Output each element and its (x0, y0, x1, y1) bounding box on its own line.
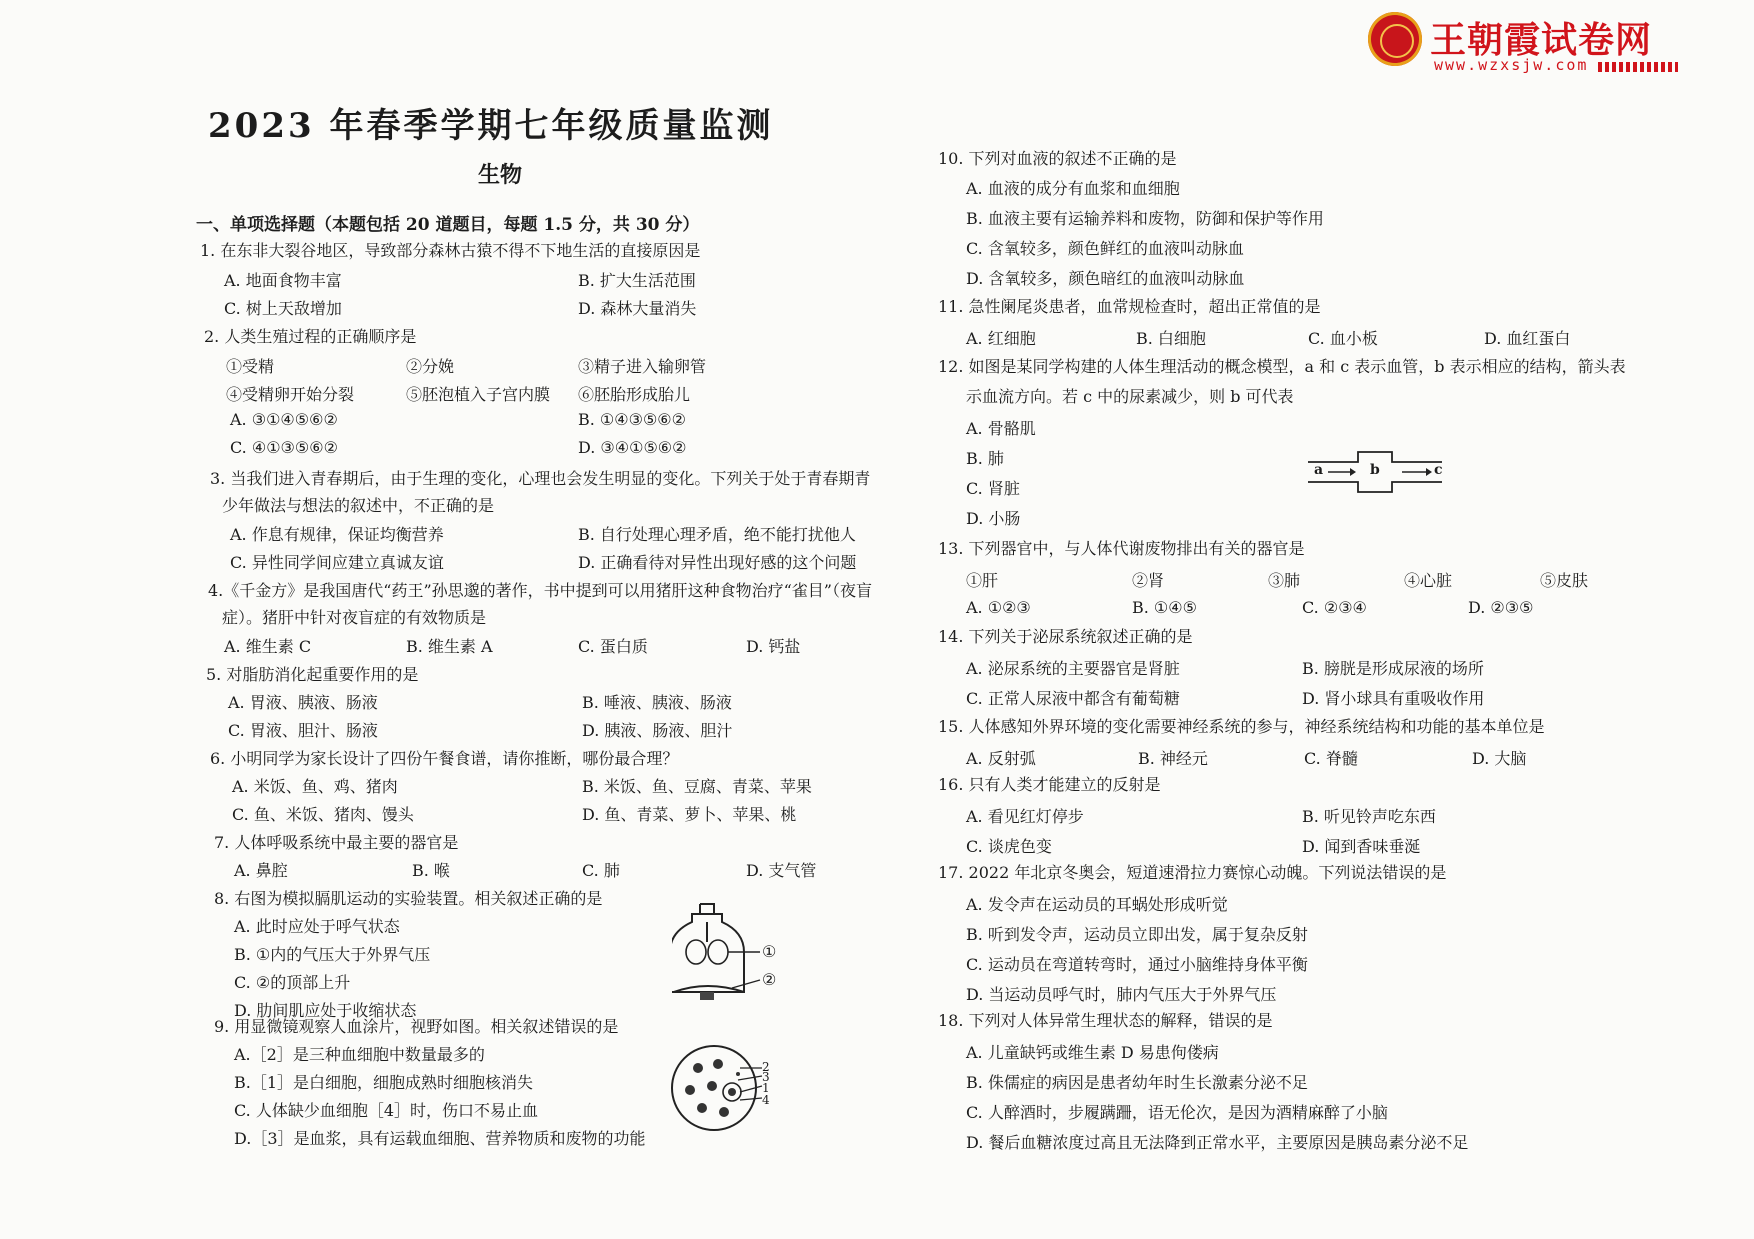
model-label-a: a (1314, 462, 1324, 478)
question-18-option-b: B. 侏儒症的病因是患者幼年时生长激素分泌不足 (966, 1073, 1308, 1092)
question-13-option-a: A. ①②③ (966, 598, 1031, 617)
question-10-option-d: D. 含氧较多，颜色暗红的血液叫动脉血 (966, 269, 1245, 288)
question-16-option-c: C. 谈虎色变 (966, 837, 1052, 856)
question-18-option-a: A. 儿童缺钙或维生素 D 易患佝偻病 (966, 1043, 1219, 1062)
question-13-option-d: D. ②③⑤ (1468, 598, 1534, 617)
question-2-item-2: ②分娩 (406, 357, 455, 376)
question-8-option-a: A. 此时应处于呼气状态 (234, 917, 400, 936)
question-1-option-d: D. 森林大量消失 (578, 299, 697, 318)
question-9-stem: 9. 用显微镜观察人血涂片，视野如图。相关叙述错误的是 (214, 1017, 619, 1036)
question-2-option-d: D. ③④①⑤⑥② (578, 438, 687, 457)
subject-title: 生物 (478, 162, 523, 188)
question-13-item-2: ②肾 (1132, 571, 1165, 590)
question-12-option-d: D. 小肠 (966, 509, 1021, 528)
question-11-stem: 11. 急性阑尾炎患者，血常规检查时，超出正常值的是 (938, 297, 1321, 316)
smear-label-1: 1 (762, 1081, 770, 1095)
question-6-stem: 6. 小明同学为家长设计了四份午餐食谱，请你推断，哪份最合理？ (210, 749, 679, 768)
question-2-option-a: A. ③①④⑤⑥② (230, 410, 338, 429)
logo-stripes (1598, 62, 1678, 72)
logo-brand: 王朝霞试卷网 (1430, 20, 1653, 61)
question-10-option-a: A. 血液的成分有血浆和血细胞 (966, 179, 1180, 198)
question-14-option-c: C. 正常人尿液中都含有葡萄糖 (966, 689, 1180, 708)
question-18-stem: 18. 下列对人体异常生理状态的解释，错误的是 (938, 1011, 1273, 1030)
question-16-option-d: D. 闻到香味垂涎 (1302, 837, 1421, 856)
question-3-stem-line1: 3. 当我们进入青春期后，由于生理的变化，心理也会发生明显的变化。下列关于处于青春期青 (210, 469, 871, 488)
question-17-stem: 17. 2022 年北京冬奥会，短道速滑拉力赛惊心动魄。下列说法错误的是 (938, 863, 1447, 882)
question-4-option-c: C. 蛋白质 (578, 637, 648, 656)
question-15-option-c: C. 脊髓 (1304, 749, 1358, 768)
question-17-option-c: C. 运动员在弯道转弯时，通过小脑维持身体平衡 (966, 955, 1308, 974)
question-12-option-b: B. 肺 (966, 449, 1004, 468)
question-8-option-c: C. ②的顶部上升 (234, 973, 351, 992)
question-15-stem: 15. 人体感知外界环境的变化需要神经系统的参与，神经系统结构和功能的基本单位是 (938, 717, 1545, 736)
question-12-stem-line1: 12. 如图是某同学构建的人体生理活动的概念模型，a 和 c 表示血管，b 表示相应的结构，箭头表 (938, 357, 1626, 376)
question-13-item-5: ⑤皮肤 (1540, 571, 1589, 590)
question-5-stem: 5. 对脂肪消化起重要作用的是 (206, 665, 419, 684)
question-8-option-b: B. ①内的气压大于外界气压 (234, 945, 431, 964)
question-2-item-4: ④受精卵开始分裂 (226, 385, 355, 404)
question-8-option-d: D. 肋间肌应处于收缩状态 (234, 1001, 417, 1020)
question-7-option-c: C. 肺 (582, 861, 620, 880)
question-13-option-c: C. ②③④ (1302, 598, 1367, 617)
question-2-item-6: ⑥胚胎形成胎儿 (578, 385, 691, 404)
question-2-option-b: B. ①④③⑤⑥② (578, 410, 686, 429)
question-11-option-c: C. 血小板 (1308, 329, 1378, 348)
logo-url: www.wzxsjw.com (1434, 56, 1589, 74)
diagram-label-1: ① (762, 942, 777, 961)
question-3-option-b: B. 自行处理心理矛盾，绝不能打扰他人 (578, 525, 856, 544)
question-11-option-a: A. 红细胞 (966, 329, 1036, 348)
question-13-option-b: B. ①④⑤ (1132, 598, 1197, 617)
question-6-option-a: A. 米饭、鱼、鸡、猪肉 (232, 777, 398, 796)
site-logo (1368, 12, 1680, 74)
question-7-option-d: D. 支气管 (746, 861, 817, 880)
question-5-option-a: A. 胃液、胰液、肠液 (228, 693, 378, 712)
question-6-option-d: D. 鱼、青菜、萝卜、苹果、桃 (582, 805, 797, 824)
diagram-label-2: ② (762, 970, 777, 989)
question-13-stem: 13. 下列器官中，与人体代谢废物排出有关的器官是 (938, 539, 1305, 558)
question-2-item-1: ①受精 (226, 357, 275, 376)
question-5-option-b: B. 唾液、胰液、肠液 (582, 693, 732, 712)
question-6-option-c: C. 鱼、米饭、猪肉、馒头 (232, 805, 414, 824)
question-14-stem: 14. 下列关于泌尿系统叙述正确的是 (938, 627, 1193, 646)
model-label-b: b (1370, 462, 1380, 478)
question-2-stem: 2. 人类生殖过程的正确顺序是 (204, 327, 417, 346)
question-13-item-4: ④心脏 (1404, 571, 1453, 590)
question-1-option-b: B. 扩大生活范围 (578, 271, 696, 290)
question-11-option-b: B. 白细胞 (1136, 329, 1206, 348)
question-7-option-b: B. 喉 (412, 861, 450, 880)
question-8-stem: 8. 右图为模拟膈肌运动的实验装置。相关叙述正确的是 (214, 889, 603, 908)
question-17-option-a: A. 发令声在运动员的耳蜗处形成听觉 (966, 895, 1228, 914)
question-1-option-c: C. 树上天敌增加 (224, 299, 342, 318)
question-12-option-c: C. 肾脏 (966, 479, 1020, 498)
question-10-option-c: C. 含氧较多，颜色鲜红的血液叫动脉血 (966, 239, 1244, 258)
question-4-option-b: B. 维生素 A (406, 637, 493, 656)
question-12-stem-line2: 示血流方向。若 c 中的尿素减少，则 b 可代表 (966, 387, 1294, 406)
question-9-option-c: C. 人体缺少血细胞［4］时，伤口不易止血 (234, 1101, 539, 1120)
question-16-option-b: B. 听见铃声吃东西 (1302, 807, 1436, 826)
question-2-item-3: ③精子进入输卵管 (578, 357, 707, 376)
question-14-option-d: D. 肾小球具有重吸收作用 (1302, 689, 1485, 708)
question-16-stem: 16. 只有人类才能建立的反射是 (938, 775, 1161, 794)
question-3-option-c: C. 异性同学间应建立真诚友谊 (230, 553, 444, 572)
question-18-option-d: D. 餐后血糖浓度过高且无法降到正常水平，主要原因是胰岛素分泌不足 (966, 1133, 1469, 1152)
question-2-item-5: ⑤胚泡植入子宫内膜 (406, 385, 551, 404)
question-7-option-a: A. 鼻腔 (234, 861, 288, 880)
smear-label-4: 4 (762, 1093, 770, 1107)
question-18-option-c: C. 人醉酒时，步履蹒跚，语无伦次，是因为酒精麻醉了小脑 (966, 1103, 1388, 1122)
question-3-stem-line2: 少年做法与想法的叙述中，不正确的是 (222, 496, 495, 515)
question-4-option-d: D. 钙盐 (746, 637, 801, 656)
question-17-option-b: B. 听到发令声，运动员立即出发，属于复杂反射 (966, 925, 1308, 944)
question-2-option-c: C. ④①③⑤⑥② (230, 438, 338, 457)
blood-smear-diagram (668, 1040, 764, 1136)
question-9-option-a: A.［2］是三种血细胞中数量最多的 (234, 1045, 485, 1064)
question-4-option-a: A. 维生素 C (224, 637, 312, 656)
question-9-option-b: B.［1］是白细胞，细胞成熟时细胞核消失 (234, 1073, 534, 1092)
smear-label-3: 3 (762, 1070, 770, 1084)
question-1-option-a: A. 地面食物丰富 (224, 271, 342, 290)
question-10-stem: 10. 下列对血液的叙述不正确的是 (938, 149, 1177, 168)
question-15-option-a: A. 反射弧 (966, 749, 1036, 768)
question-11-option-d: D. 血红蛋白 (1484, 329, 1571, 348)
model-label-c: c (1434, 462, 1443, 478)
question-10-option-b: B. 血液主要有运输养料和废物，防御和保护等作用 (966, 209, 1324, 228)
question-3-option-d: D. 正确看待对异性出现好感的这个问题 (578, 553, 857, 572)
question-4-stem-line1: 4.《千金方》是我国唐代“药王”孙思邈的著作，书中提到可以用猪肝这种食物治疗“雀目”（夜盲 (208, 581, 872, 600)
seal-icon (1368, 12, 1422, 66)
question-12-option-a: A. 骨骼肌 (966, 419, 1036, 438)
question-7-stem: 7. 人体呼吸系统中最主要的器官是 (214, 833, 459, 852)
question-13-item-3: ③肺 (1268, 571, 1301, 590)
section-heading: 一、单项选择题（本题包括 20 道题目，每题 1.5 分，共 30 分） (196, 215, 700, 235)
page-title: 2023 年春季学期七年级质量监测 (208, 106, 774, 146)
question-6-option-b: B. 米饭、鱼、豆腐、青菜、苹果 (582, 777, 812, 796)
question-13-item-1: ①肝 (966, 571, 999, 590)
question-16-option-a: A. 看见红灯停步 (966, 807, 1084, 826)
smear-label-2: 2 (762, 1060, 770, 1074)
question-5-option-c: C. 胃液、胆汁、肠液 (228, 721, 378, 740)
question-9-option-d: D.［3］是血浆，具有运载血细胞、营养物质和废物的功能 (234, 1129, 646, 1148)
question-15-option-d: D. 大脑 (1472, 749, 1527, 768)
question-17-option-d: D. 当运动员呼气时，肺内气压大于外界气压 (966, 985, 1277, 1004)
question-3-option-a: A. 作息有规律，保证均衡营养 (230, 525, 444, 544)
question-14-option-a: A. 泌尿系统的主要器官是肾脏 (966, 659, 1180, 678)
question-5-option-d: D. 胰液、肠液、胆汁 (582, 721, 733, 740)
question-4-stem-line2: 症）。猪肝中针对夜盲症的有效物质是 (222, 608, 487, 627)
question-14-option-b: B. 膀胱是形成尿液的场所 (1302, 659, 1484, 678)
question-15-option-b: B. 神经元 (1138, 749, 1208, 768)
question-1-stem: 1. 在东非大裂谷地区，导致部分森林古猿不得不下地生活的直接原因是 (200, 241, 701, 260)
